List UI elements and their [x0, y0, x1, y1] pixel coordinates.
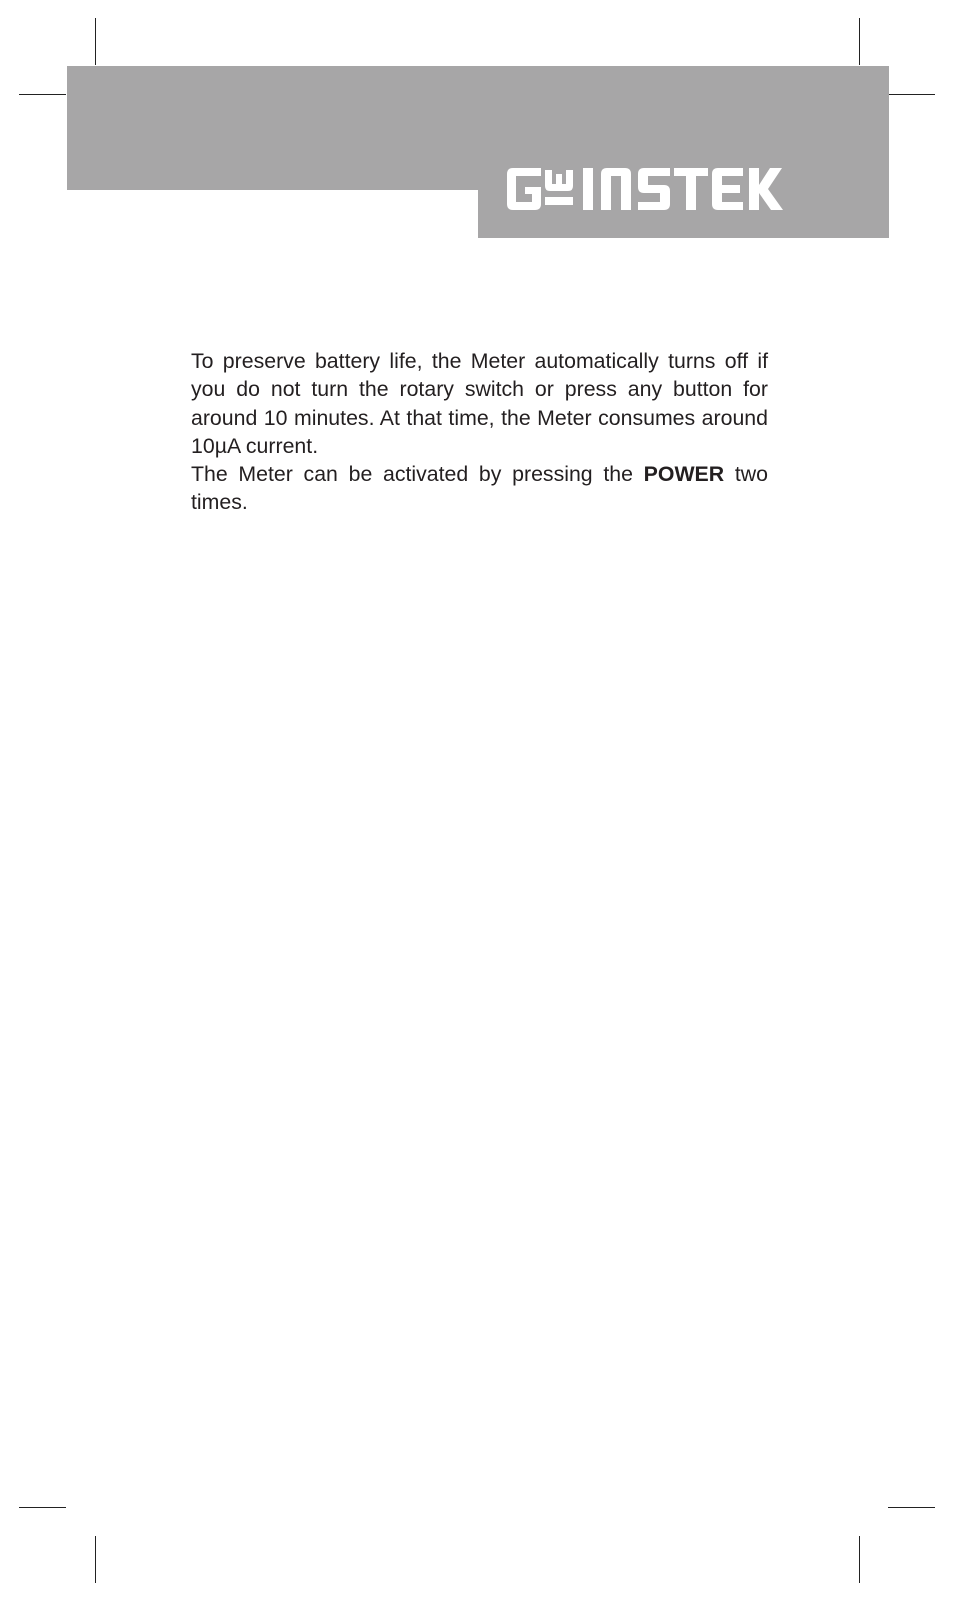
crop-mark-top-right-horizontal [888, 94, 935, 95]
power-keyword: POWER [643, 462, 725, 487]
crop-mark-top-right-vertical [859, 18, 860, 65]
activation-paragraph [191, 460, 768, 517]
crop-mark-bottom-right-vertical [859, 1536, 860, 1583]
activation-text: The Meter can be activated by pressing the [191, 462, 633, 487]
gw-instek-logo [507, 168, 823, 218]
crop-mark-bottom-right-horizontal [888, 1507, 935, 1508]
activation-end: two times. [191, 462, 769, 515]
battery-life-paragraph: To preserve battery life, the Meter automatically turns off if you do not turn the rotary switch or press any button for around 10 minutes. At that time, the Meter consumes around 10µA current. [191, 349, 768, 458]
body-text [191, 347, 768, 517]
crop-mark-bottom-left-horizontal [19, 1507, 66, 1508]
crop-mark-top-left-vertical [95, 18, 96, 65]
crop-mark-bottom-left-vertical [95, 1536, 96, 1583]
crop-mark-top-left-horizontal [19, 94, 66, 95]
